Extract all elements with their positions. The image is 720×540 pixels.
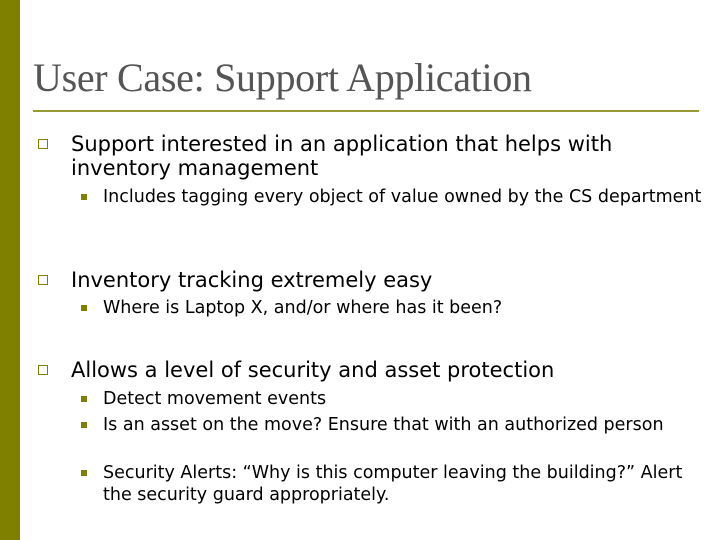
filled-square-bullet-icon (81, 470, 87, 476)
accent-bar (0, 0, 20, 540)
filled-square-bullet-icon (81, 305, 87, 311)
bullet-3-text: Allows a level of security and asset protection (71, 358, 555, 382)
title-divider (33, 110, 699, 112)
filled-square-bullet-icon (81, 396, 87, 402)
bullet-2-sub-1-text: Where is Laptop X, and/or where has it been? (103, 298, 503, 318)
filled-square-bullet-icon (81, 422, 87, 428)
slide-title: User Case: Support Application (33, 55, 532, 100)
bullet-3-sub-3-text: Security Alerts: “Why is this computer leaving the building?” Alert the security guard appropriately. (103, 463, 683, 505)
hollow-square-bullet-icon (38, 139, 48, 149)
filled-square-bullet-icon (81, 194, 87, 200)
bullet-3-sub-1-text: Detect movement events (103, 389, 327, 409)
bullet-1-sub-1-text: Includes tagging every object of value owned by the CS department (103, 187, 702, 207)
hollow-square-bullet-icon (38, 365, 48, 375)
bullet-2-text: Inventory tracking extremely easy (71, 268, 433, 292)
bullet-1-text: Support interested in an application that helps with inventory management (71, 132, 613, 180)
bullet-3-sub-2-text: Is an asset on the move? Ensure that with an authorized person (103, 415, 664, 435)
hollow-square-bullet-icon (38, 275, 48, 285)
